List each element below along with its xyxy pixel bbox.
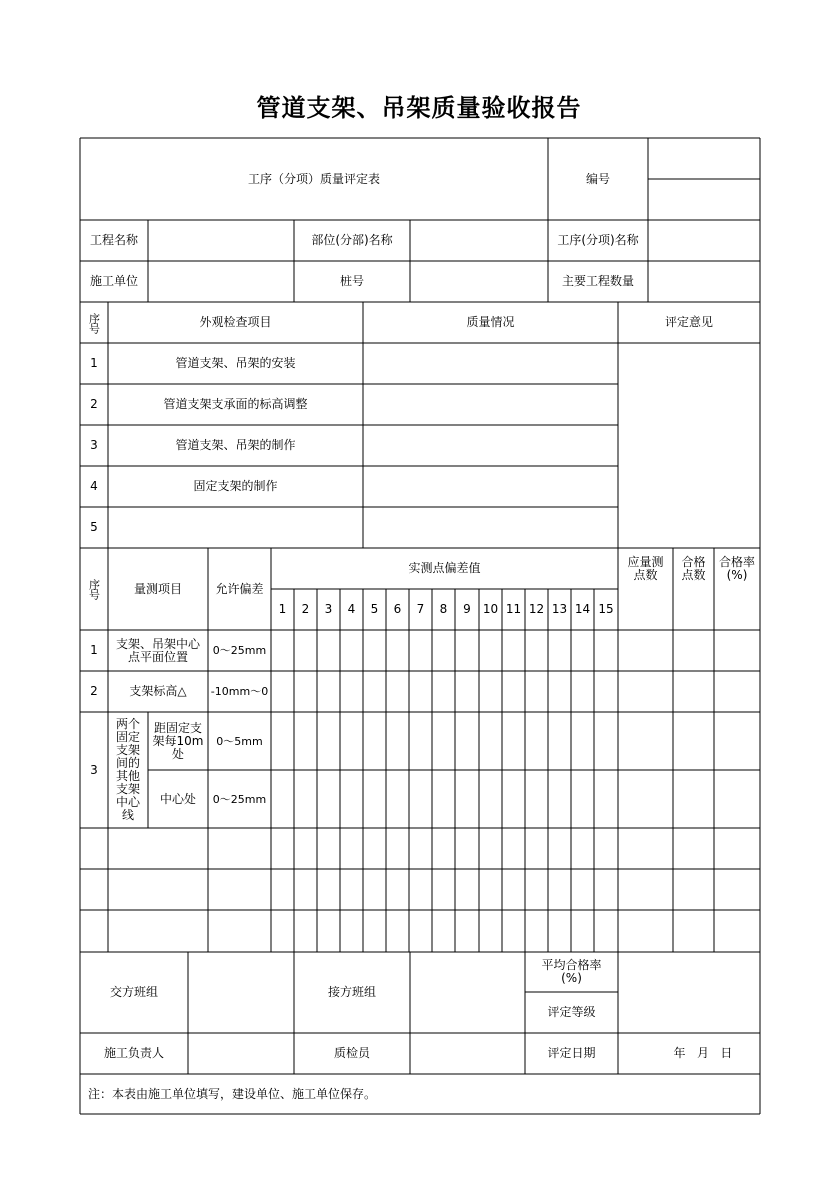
appearance-row-no: 1	[90, 356, 98, 370]
supervisor-field[interactable]	[188, 1033, 294, 1074]
appearance-row-no: 3	[90, 438, 98, 452]
point-column-header: 14	[574, 602, 591, 616]
point-column-header: 7	[416, 602, 425, 616]
appearance-item-field-5[interactable]	[108, 507, 363, 548]
quality-field-5[interactable]	[363, 507, 618, 548]
appearance-row-item: 管道支架、吊架的制作	[175, 438, 296, 452]
process-name-field[interactable]	[648, 220, 760, 261]
point-column-header: 12	[528, 602, 545, 616]
pass-rate-header: 合格率(%)	[718, 554, 755, 582]
deviation-header: 实测点偏差值	[408, 561, 481, 575]
opinion-header: 评定意见	[664, 315, 713, 329]
pass-points-header: 合格点数	[681, 554, 706, 582]
avg-pass-rate-label: 平均合格率(%)	[541, 958, 602, 985]
quality-field-3[interactable]	[363, 425, 618, 466]
appearance-seq-header: 序号	[87, 312, 101, 333]
opinion-field[interactable]	[618, 343, 760, 548]
measure-item-header: 量测项目	[133, 581, 182, 596]
receiver-label: 接方班组	[327, 985, 376, 999]
point-column-header: 4	[347, 602, 356, 616]
inspector-field[interactable]	[410, 1033, 525, 1074]
point-column-header: 15	[598, 602, 614, 616]
points-header: 应量测点数	[627, 554, 664, 582]
tolerance-header: 允许偏差	[215, 581, 264, 596]
receiver-field[interactable]	[410, 952, 525, 1033]
inspector-label: 质检员	[333, 1046, 370, 1060]
appearance-row-item: 固定支架的制作	[193, 479, 278, 493]
contractor-label: 施工单位	[89, 274, 138, 288]
date-value[interactable]: 年 月 日	[673, 1046, 733, 1060]
handover-field[interactable]	[188, 952, 294, 1033]
number-field-2[interactable]	[648, 179, 760, 220]
measure-row-tolerance: -10mm～0	[210, 685, 269, 698]
appearance-row-item: 管道支架、吊架的安装	[175, 356, 296, 370]
grade-field[interactable]	[618, 952, 760, 1033]
measure-row-tolerance: 0～5mm	[216, 734, 263, 748]
contractor-field[interactable]	[148, 261, 294, 302]
point-column-header: 9	[463, 602, 471, 616]
measure-row-tolerance: 0～25mm	[212, 792, 267, 806]
note: 注：本表由施工单位填写，建设单位、施工单位保存。	[88, 1086, 377, 1101]
appearance-row-item: 管道支架支承面的标高调整	[163, 397, 308, 411]
measure-row-item: 支架、吊架中心点平面位置	[115, 636, 200, 664]
appearance-row-no: 2	[90, 397, 98, 411]
point-column-header: 6	[393, 602, 402, 616]
quality-header: 质量情况	[466, 315, 515, 329]
point-column-header: 1	[278, 602, 287, 616]
quantity-label: 主要工程数量	[561, 274, 634, 288]
measure-row-item: 中心处	[159, 791, 196, 806]
number-field-1[interactable]	[648, 138, 760, 179]
point-column-header: 10	[482, 602, 499, 616]
point-column-header: 13	[551, 602, 568, 616]
project-name-label: 工程名称	[89, 233, 138, 247]
grade-label: 评定等级	[547, 1005, 596, 1019]
appearance-row-no: 5	[90, 520, 98, 534]
point-column-header: 2	[301, 602, 310, 616]
point-column-header: 3	[324, 602, 333, 616]
number-label: 编号	[585, 171, 610, 186]
part-name-field[interactable]	[410, 220, 548, 261]
part-name-label: 部位(分部)名称	[311, 233, 393, 247]
form-name: 工序（分项）质量评定表	[247, 171, 380, 186]
quality-field-4[interactable]	[363, 466, 618, 507]
point-column-header: 5	[370, 602, 379, 616]
quality-field-2[interactable]	[363, 384, 618, 425]
point-column-header: 8	[439, 602, 448, 616]
handover-label: 交方班组	[109, 985, 158, 999]
date-label: 评定日期	[547, 1046, 596, 1060]
point-column-header: 11	[505, 602, 522, 616]
measure-row-tolerance: 0～25mm	[212, 644, 267, 657]
measure-row-no: 1	[90, 643, 98, 657]
quantity-field[interactable]	[648, 261, 760, 302]
supervisor-label: 施工负责人	[103, 1046, 164, 1060]
measurement-entry-grid[interactable]	[271, 630, 760, 952]
measure-row-no: 2	[90, 684, 98, 698]
measure-row-item: 支架标高△	[129, 684, 187, 698]
process-name-label: 工序(分项)名称	[557, 233, 639, 247]
appearance-row-no: 4	[90, 479, 98, 493]
quality-field-1[interactable]	[363, 343, 618, 384]
station-field[interactable]	[410, 261, 548, 302]
measure-row-item: 距固定支架每10m处	[152, 720, 204, 761]
measure-seq-header: 序号	[87, 579, 101, 599]
measure-row-no: 3	[90, 762, 98, 777]
appearance-item-header: 外观检查项目	[199, 315, 272, 329]
project-name-field[interactable]	[148, 220, 294, 261]
station-label: 桩号	[339, 274, 364, 288]
page-title: 管道支架、吊架质量验收报告	[256, 94, 582, 122]
measure-group-label: 两个固定支架间的其他支架中心线	[115, 717, 140, 822]
